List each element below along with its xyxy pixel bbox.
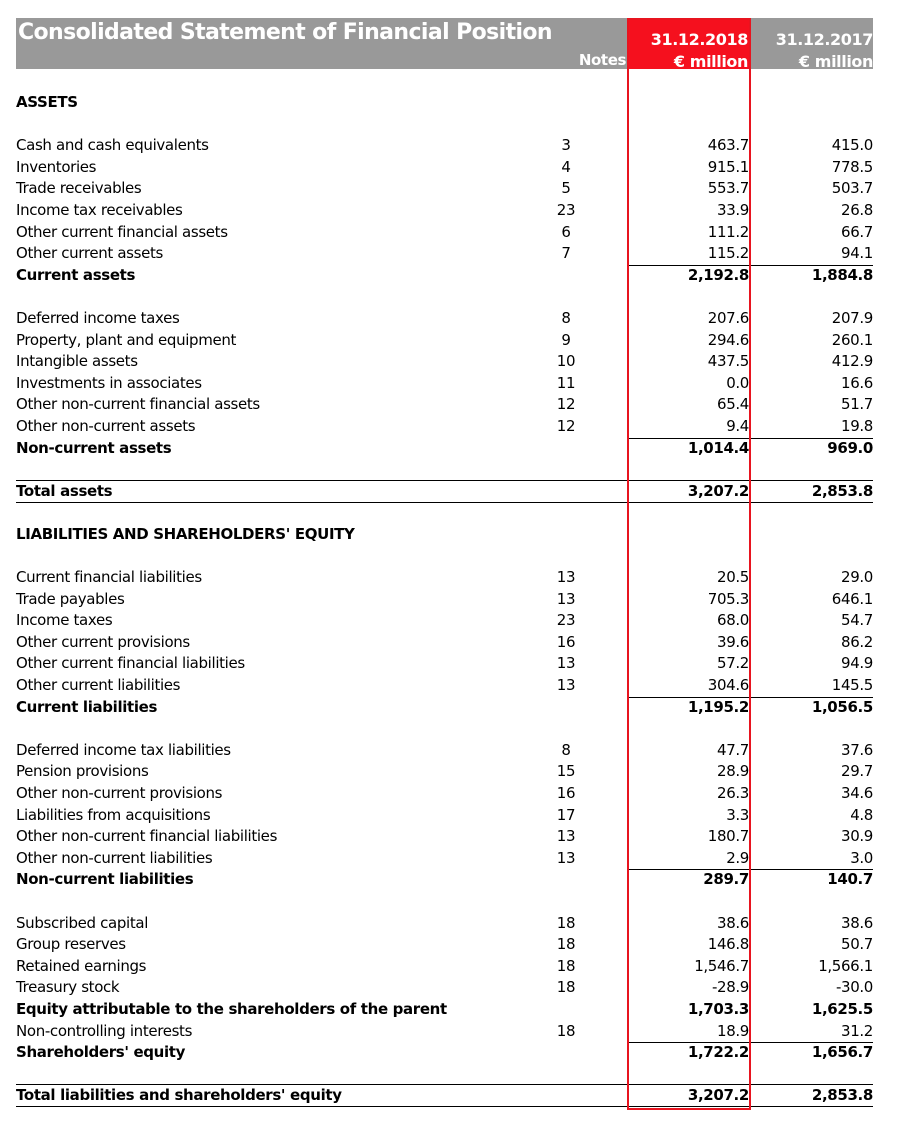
row-label: Cash and cash equivalents [16, 136, 209, 155]
table-row [16, 308, 873, 330]
value-2017: 50.7 [841, 935, 873, 954]
row-label: Other current assets [16, 244, 163, 263]
row-label: Equity attributable to the shareholders of the parent [16, 999, 447, 1018]
row-label: Other current liabilities [16, 676, 181, 695]
value-2017: 1,884.8 [811, 265, 873, 284]
value-2017: 66.7 [841, 222, 873, 241]
value-2018: 111.2 [707, 222, 749, 241]
row-label: Other non-current financial liabilities [16, 827, 278, 846]
row-note: 13 [556, 589, 576, 608]
spacer-row [16, 286, 873, 308]
value-2017: 3.0 [850, 848, 873, 867]
value-2017: 29.0 [841, 568, 873, 587]
row-label: Treasury stock [16, 978, 120, 997]
table-row [16, 135, 873, 157]
row-label: LIABILITIES AND SHAREHOLDERS' EQUITY [16, 524, 355, 543]
value-2017: 1,656.7 [811, 1043, 873, 1062]
value-2018: 1,722.2 [687, 1043, 749, 1062]
value-2018: 9.4 [726, 416, 749, 435]
value-2017: 16.6 [841, 373, 873, 392]
row-note: 13 [556, 654, 576, 673]
table-row [16, 826, 873, 848]
value-2018: 289.7 [703, 870, 749, 889]
value-2017: 646.1 [831, 589, 873, 608]
row-label: Income tax receivables [16, 200, 183, 219]
row-note: 18 [556, 956, 576, 975]
subtotal-row [16, 1042, 873, 1064]
row-label: Retained earnings [16, 956, 147, 975]
value-2018: 3,207.2 [687, 1086, 749, 1105]
value-2018: 553.7 [707, 179, 749, 198]
row-label: Inventories [16, 157, 97, 176]
spacer-row [16, 1064, 873, 1086]
value-2017: 778.5 [831, 157, 873, 176]
row-label: Trade receivables [16, 179, 142, 198]
total-rule [16, 1106, 873, 1107]
subtotal-rule [628, 869, 873, 870]
value-2018: -28.9 [711, 978, 749, 997]
value-2017: 51.7 [841, 395, 873, 414]
row-label: Current assets [16, 265, 136, 284]
table-row [16, 330, 873, 352]
value-2017: 2,853.8 [811, 481, 873, 500]
value-2017: 4.8 [850, 805, 873, 824]
value-2018: 207.6 [707, 308, 749, 327]
value-2018: 1,014.4 [687, 438, 749, 457]
value-2018: 705.3 [707, 589, 749, 608]
row-note: 12 [556, 395, 576, 414]
value-2017: 37.6 [841, 740, 873, 759]
value-2017: 415.0 [831, 136, 873, 155]
value-2017: 207.9 [831, 308, 873, 327]
value-2018: 180.7 [707, 827, 749, 846]
value-2018: 0.0 [726, 373, 749, 392]
value-2017: 412.9 [831, 352, 873, 371]
value-2017: 94.9 [841, 654, 873, 673]
subtotal-row [16, 697, 873, 719]
statement-table [16, 92, 873, 1107]
row-note: 17 [556, 805, 576, 824]
row-note: 23 [556, 200, 576, 219]
value-2018: 65.4 [717, 395, 749, 414]
row-label: Liabilities from acquisitions [16, 805, 211, 824]
value-2018: 28.9 [717, 762, 749, 781]
table-row [16, 740, 873, 762]
row-label: Intangible assets [16, 352, 138, 371]
value-2018: 47.7 [717, 740, 749, 759]
row-label: Non-current assets [16, 438, 172, 457]
spacer-row [16, 718, 873, 740]
subtotal-row [16, 438, 873, 460]
row-note: 13 [556, 568, 576, 587]
row-note: 13 [556, 676, 576, 695]
row-label: Shareholders' equity [16, 1043, 186, 1062]
table-row [16, 178, 873, 200]
table-row [16, 848, 873, 870]
row-label: Property, plant and equipment [16, 330, 237, 349]
total-row [16, 1085, 873, 1107]
page-title: Consolidated Statement of Financial Position [18, 20, 552, 45]
value-2017: 1,566.1 [818, 956, 873, 975]
column-header-2018 [628, 29, 748, 73]
value-2018: 3.3 [726, 805, 749, 824]
row-note: 18 [556, 1021, 576, 1040]
value-2018: 1,703.3 [687, 999, 749, 1018]
row-note: 12 [556, 416, 576, 435]
row-note: 9 [561, 330, 571, 349]
row-note: 7 [561, 244, 571, 263]
spacer-row [16, 545, 873, 567]
value-2018: 33.9 [717, 200, 749, 219]
value-2017: 94.1 [841, 244, 873, 263]
value-2017: 19.8 [841, 416, 873, 435]
row-label: Income taxes [16, 611, 113, 630]
value-2017: 1,625.5 [811, 999, 873, 1018]
row-note: 18 [556, 913, 576, 932]
row-note: 8 [561, 308, 571, 327]
row-note: 5 [561, 179, 571, 198]
table-row [16, 632, 873, 654]
row-label: Other current financial assets [16, 222, 228, 241]
value-2017: 38.6 [841, 913, 873, 932]
row-note: 8 [561, 740, 571, 759]
value-2017: 34.6 [841, 784, 873, 802]
column-date-2018: 31.12.2018 [650, 30, 748, 49]
row-note: 10 [556, 352, 576, 371]
table-row [16, 416, 873, 438]
row-note: 16 [556, 784, 576, 802]
table-row [16, 783, 873, 805]
row-label: Total assets [16, 481, 113, 500]
value-2018: 463.7 [707, 136, 749, 155]
spacer-row [16, 459, 873, 481]
table-row [16, 222, 873, 244]
table-row [16, 805, 873, 827]
row-note: 18 [556, 978, 576, 997]
table-row [16, 200, 873, 222]
value-2017: 1,056.5 [811, 697, 873, 716]
spacer-row [16, 114, 873, 136]
total-row [16, 481, 873, 503]
subtotal-rule [628, 1042, 873, 1043]
value-2017: 2,853.8 [811, 1086, 873, 1105]
total-rule [16, 480, 873, 481]
subtotal-row [16, 265, 873, 287]
row-label: Investments in associates [16, 373, 202, 392]
table-row [16, 913, 873, 935]
row-label: Group reserves [16, 935, 126, 954]
table-row [16, 589, 873, 611]
table-row [16, 653, 873, 675]
table-row [16, 243, 873, 265]
value-2018: 1,195.2 [687, 697, 749, 716]
row-label: Other non-current liabilities [16, 848, 213, 867]
table-row [16, 761, 873, 783]
total-rule [16, 1084, 873, 1085]
table-row [16, 934, 873, 956]
row-label: Other non-current provisions [16, 784, 223, 802]
column-date-2017: 31.12.2017 [775, 30, 873, 49]
section-heading [16, 92, 873, 114]
value-2018: 1,546.7 [694, 956, 749, 975]
row-note: 15 [556, 762, 576, 781]
value-2018: 294.6 [707, 330, 749, 349]
value-2018: 437.5 [707, 352, 749, 371]
value-2018: 3,207.2 [687, 481, 749, 500]
value-2018: 146.8 [707, 935, 749, 954]
value-2018: 304.6 [707, 676, 749, 695]
value-2017: 54.7 [841, 611, 873, 630]
value-2017: 145.5 [831, 676, 873, 695]
row-note: 11 [556, 373, 576, 392]
value-2017: 26.8 [841, 200, 873, 219]
value-2018: 38.6 [717, 913, 749, 932]
value-2017: 31.2 [841, 1021, 873, 1040]
value-2017: 29.7 [841, 762, 873, 781]
table-row [16, 675, 873, 697]
table-row [16, 373, 873, 395]
row-label: Current financial liabilities [16, 568, 202, 587]
table-row [16, 956, 873, 978]
row-note: 16 [556, 632, 576, 651]
subtotal-rule [628, 697, 873, 698]
row-label: Other current financial liabilities [16, 654, 245, 673]
value-2018: 18.9 [717, 1021, 749, 1040]
value-2018: 915.1 [707, 157, 749, 176]
value-2018: 57.2 [717, 654, 749, 673]
row-note: 18 [556, 935, 576, 954]
subtotal-row [16, 869, 873, 891]
row-label: Other non-current assets [16, 416, 196, 435]
row-label: Other current provisions [16, 632, 190, 651]
row-label: Other non-current financial assets [16, 395, 260, 414]
spacer-row [16, 891, 873, 913]
table-row [16, 394, 873, 416]
row-label: Trade payables [16, 589, 125, 608]
value-2018: 26.3 [717, 784, 749, 802]
value-2018: 115.2 [707, 244, 749, 263]
row-note: 3 [561, 136, 571, 155]
column-header-2017 [753, 29, 873, 73]
section-heading [16, 524, 873, 546]
boldnoline-row [16, 999, 873, 1021]
row-label: Current liabilities [16, 697, 158, 716]
value-2017: 140.7 [827, 870, 873, 889]
value-2017: 260.1 [831, 330, 873, 349]
row-label: Non-controlling interests [16, 1021, 193, 1040]
table-row [16, 1021, 873, 1043]
row-label: Pension provisions [16, 762, 149, 781]
spacer-row [16, 502, 873, 524]
value-2018: 2.9 [726, 848, 749, 867]
row-note: 13 [556, 827, 576, 846]
table-row [16, 610, 873, 632]
row-label: Deferred income tax liabilities [16, 740, 231, 759]
value-2017: 86.2 [841, 632, 873, 651]
value-2018: 68.0 [717, 611, 749, 630]
table-row [16, 351, 873, 373]
row-label: ASSETS [16, 93, 78, 111]
value-2017: 969.0 [827, 438, 873, 457]
row-label: Non-current liabilities [16, 870, 194, 889]
value-2017: -30.0 [835, 978, 873, 997]
value-2018: 39.6 [717, 632, 749, 651]
table-row [16, 157, 873, 179]
value-2018: 20.5 [717, 568, 749, 587]
column-unit-2017: € million [798, 52, 873, 71]
value-2018: 2,192.8 [687, 265, 749, 284]
row-note: 23 [556, 611, 576, 630]
value-2017: 30.9 [841, 827, 873, 846]
row-label: Deferred income taxes [16, 308, 180, 327]
subtotal-rule [628, 438, 873, 439]
notes-column-header: Notes [578, 51, 626, 69]
row-note: 13 [556, 848, 576, 867]
table-row [16, 977, 873, 999]
column-unit-2018: € million [673, 52, 748, 71]
row-label: Subscribed capital [16, 913, 149, 932]
row-note: 6 [561, 222, 571, 241]
table-row [16, 567, 873, 589]
row-label: Total liabilities and shareholders' equity [16, 1086, 342, 1105]
subtotal-rule [628, 265, 873, 266]
value-2017: 503.7 [831, 179, 873, 198]
row-note: 4 [561, 157, 571, 176]
